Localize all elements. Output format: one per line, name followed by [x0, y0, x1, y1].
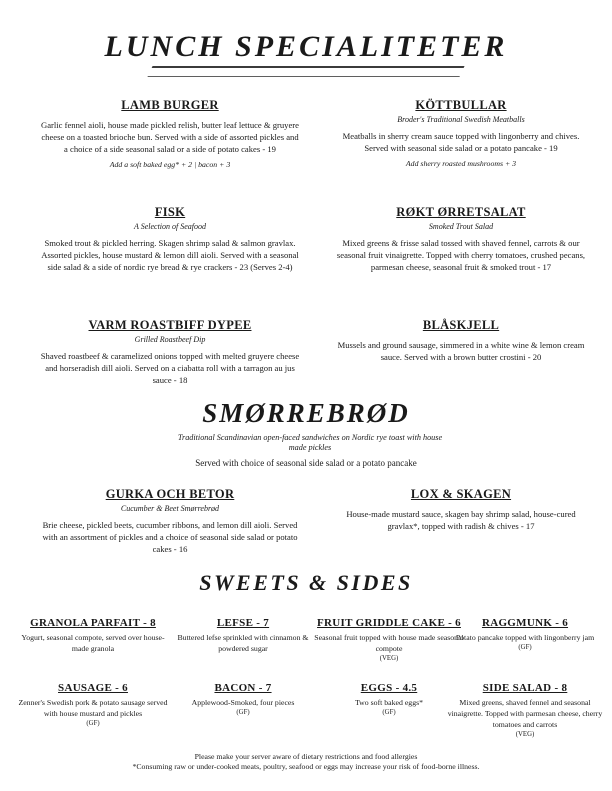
- item-subtitle: Grilled Roastbeef Dip: [134, 335, 206, 344]
- menu-item-fisk: [40, 205, 300, 273]
- item-title: FRUIT GRIDDLE CAKE - 6: [317, 617, 461, 629]
- allergy-notice: [0, 752, 612, 772]
- item-description: Zenner's Swedish pork & potato sausage served with house mustard and pickles: [18, 698, 168, 718]
- sweets-sides-title: SWEETS & SIDES: [199, 570, 413, 595]
- side-item-raggmunk: [450, 617, 600, 651]
- item-subtitle: Broder's Traditional Swedish Meatballs: [397, 115, 525, 124]
- side-item-granola-parfait: [18, 617, 168, 654]
- item-subtitle: Cucumber & Beet Smørrebrød: [120, 504, 220, 513]
- item-description: Mussels and ground sausage, simmered in a white wine & lemon cream sauce. Served with a brown butter crostini - 20: [337, 340, 585, 362]
- smorrebrod-note: Served with choice of seasonal side salad or a potato pancake: [195, 458, 417, 468]
- item-title: SAUSAGE - 6: [58, 682, 128, 694]
- item-title: LOX & SKAGEN: [410, 487, 512, 501]
- item-title: KÖTTBULLAR: [415, 98, 507, 112]
- smorrebrod-subtitle: Traditional Scandinavian open-faced sandwiches on Nordic rye toast with house made pickles: [177, 433, 443, 452]
- item-description: Brie cheese, pickled beets, cucumber ribbons, and lemon dill aioli. Served with an assortment of pickles and a choice of seasonal side salad or potato cakes - 16: [42, 520, 298, 554]
- item-title: BACON - 7: [214, 682, 272, 694]
- item-title: FISK: [154, 205, 186, 219]
- menu-item-blaskjell: [330, 318, 592, 363]
- item-description: Two soft baked eggs*: [354, 698, 424, 707]
- item-description: Buttered lefse sprinkled with cinnamon & powdered sugar: [177, 633, 309, 653]
- item-title: SIDE SALAD - 8: [482, 682, 568, 694]
- item-description: Garlic fennel aioli, house made pickled relish, butter leaf lettuce & gruyere cheese on a toasted brioche bun. Served with a side of assorted pickles and a choice of a side seasonal salad or a side of potato cakes - 19: [41, 120, 299, 154]
- side-item-eggs: [314, 682, 464, 716]
- dietary-tag: (GF): [518, 644, 532, 651]
- item-description: Mixed greens & frisse salad tossed with shaved fennel, carrots & our seasonal fruit vinaigrette. Topped with cherry tomatoes, crushed pecans, parmesan cheese, seasonal fruit & smoked trout - 17: [336, 238, 586, 272]
- item-title: RØKT ØRRETSALAT: [396, 205, 526, 219]
- item-title: GURKA OCH BETOR: [105, 487, 235, 501]
- item-description: Applewood-Smoked, four pieces: [191, 698, 295, 707]
- dietary-tag: (GF): [86, 720, 100, 727]
- menu-item-rokt-orretsalat: [330, 205, 592, 273]
- item-description: Smoked trout & pickled herring. Skagen shrimp salad & salmon gravlax. Assorted pickles, house mustard & lemon dill aioli. Served with a seasonal side salad & a side of nordic rye bread & rye crackers - 23 (Serves 2-4): [41, 238, 299, 272]
- raw-food-warning: *Consuming raw or under-cooked meats, poultry, seafood or eggs may increase your risk of food-borne illness.: [132, 762, 480, 771]
- item-description: Meatballs in sherry cream sauce topped with lingonberry and chives. Served with seasonal side salad or a potato pancake - 19: [342, 131, 580, 153]
- dietary-tag: (VEG): [379, 655, 399, 662]
- item-addon: Add a soft baked egg* + 2 | bacon + 3: [109, 160, 231, 169]
- item-description: Potato pancake topped with lingonberry jam: [455, 633, 595, 642]
- allergy-line: Please make your server aware of dietary restrictions and food allergies: [194, 752, 418, 761]
- item-title: LEFSE - 7: [216, 617, 270, 629]
- item-title: EGGS - 4.5: [360, 682, 418, 694]
- item-description: Seasonal fruit topped with house made seasonal compote: [314, 633, 464, 653]
- item-title: RAGGMUNK - 6: [481, 617, 569, 629]
- item-subtitle: A Selection of Seafood: [133, 222, 207, 231]
- item-title: BLÅSKJELL: [422, 318, 500, 332]
- item-addon: Add sherry roasted mushrooms + 3: [405, 159, 517, 168]
- menu-item-lamb-burger: [40, 98, 300, 169]
- item-title: GRANOLA PARFAIT - 8: [30, 617, 156, 629]
- menu-item-varm-roastbiff-dypee: [40, 318, 300, 386]
- item-description: Yogurt, seasonal compote, served over house-made granola: [21, 633, 165, 653]
- item-description: House-made mustard sauce, skagen bay shrimp salad, house-cured gravlax*, topped with radish & chives - 17: [346, 509, 576, 531]
- dietary-tag: (GF): [236, 709, 250, 716]
- smorrebrod-title: SMØRREBRØD: [202, 398, 410, 428]
- item-title: LAMB BURGER: [121, 98, 219, 112]
- dietary-tag: (VEG): [515, 731, 535, 738]
- item-description: Mixed greens, shaved fennel and seasonal vinaigrette. Topped with parmesan cheese, cherry tomatoes and carrots: [447, 698, 603, 729]
- title-brush-underline: [147, 66, 464, 77]
- side-item-fruit-griddle-cake: [314, 617, 464, 662]
- side-item-bacon: [168, 682, 318, 716]
- side-item-sausage: [18, 682, 168, 727]
- item-title: VARM ROASTBIFF DYPEE: [88, 318, 252, 332]
- item-subtitle: Smoked Trout Salad: [428, 222, 494, 231]
- menu-item-lox-skagen: [330, 487, 592, 532]
- side-item-lefse: [168, 617, 318, 654]
- side-item-side-salad: [445, 682, 605, 738]
- item-description: Shaved roastbeef & caramelized onions topped with melted gruyere cheese and horseradish dill aioli. Served on a ciabatta roll with a tarragon au jus sauce - 18: [40, 351, 300, 385]
- dietary-tag: (GF): [382, 709, 396, 716]
- page-title: LUNCH SPECIALITETER: [104, 30, 508, 63]
- menu-item-gurka-och-betor: [40, 487, 300, 555]
- menu-item-kottbullar: [330, 98, 592, 168]
